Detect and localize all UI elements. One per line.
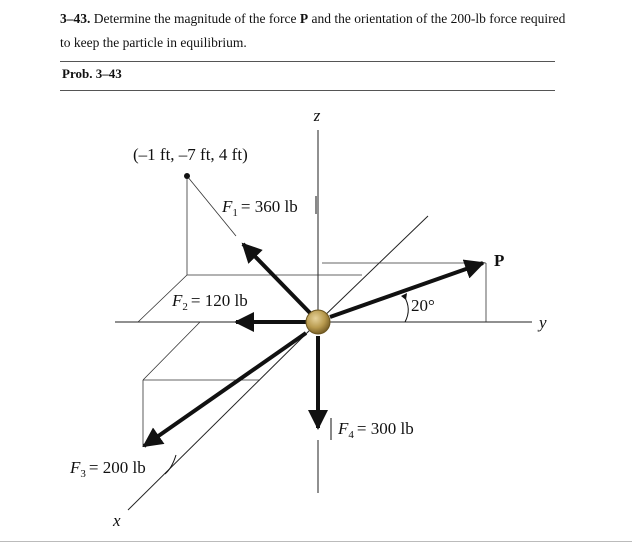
angle-arc-head xyxy=(401,293,407,300)
p-label: P xyxy=(494,251,505,270)
problem-text-b: and the orientation of the 200-lb force required to keep the particle in equilibrium. xyxy=(60,11,566,50)
angle-label: 20° xyxy=(411,296,435,315)
f1-label: $F_1 = 360$ lb xyxy=(222,197,298,219)
point-dot xyxy=(184,173,190,179)
bottom-divider xyxy=(0,541,632,542)
force-f1-arrow xyxy=(243,244,312,315)
f4-label: $F_4 = 300$ lb xyxy=(338,419,414,441)
particle xyxy=(306,310,330,334)
angle-arc xyxy=(404,296,408,322)
construction-line xyxy=(143,322,200,380)
x-axis-label: x xyxy=(113,511,121,530)
force-f3-arrow xyxy=(144,333,306,446)
f3-label: $F_3 = 200$ lb xyxy=(70,458,146,480)
point-coordinates: (–1 ft, –7 ft, 4 ft) xyxy=(133,145,248,164)
z-axis-label: z xyxy=(313,109,320,128)
x-axis xyxy=(128,322,318,510)
problem-bold-p: P xyxy=(299,11,309,26)
figure-label: Prob. 3–43 xyxy=(62,66,122,81)
problem-text-a: Determine the magnitude of the force xyxy=(90,11,300,26)
y-axis-label: y xyxy=(539,313,547,332)
force-p-arrow xyxy=(330,263,483,317)
f2-label: $F_2 = 120$ lb xyxy=(172,291,248,313)
problem-number: 3–43. xyxy=(60,11,91,26)
